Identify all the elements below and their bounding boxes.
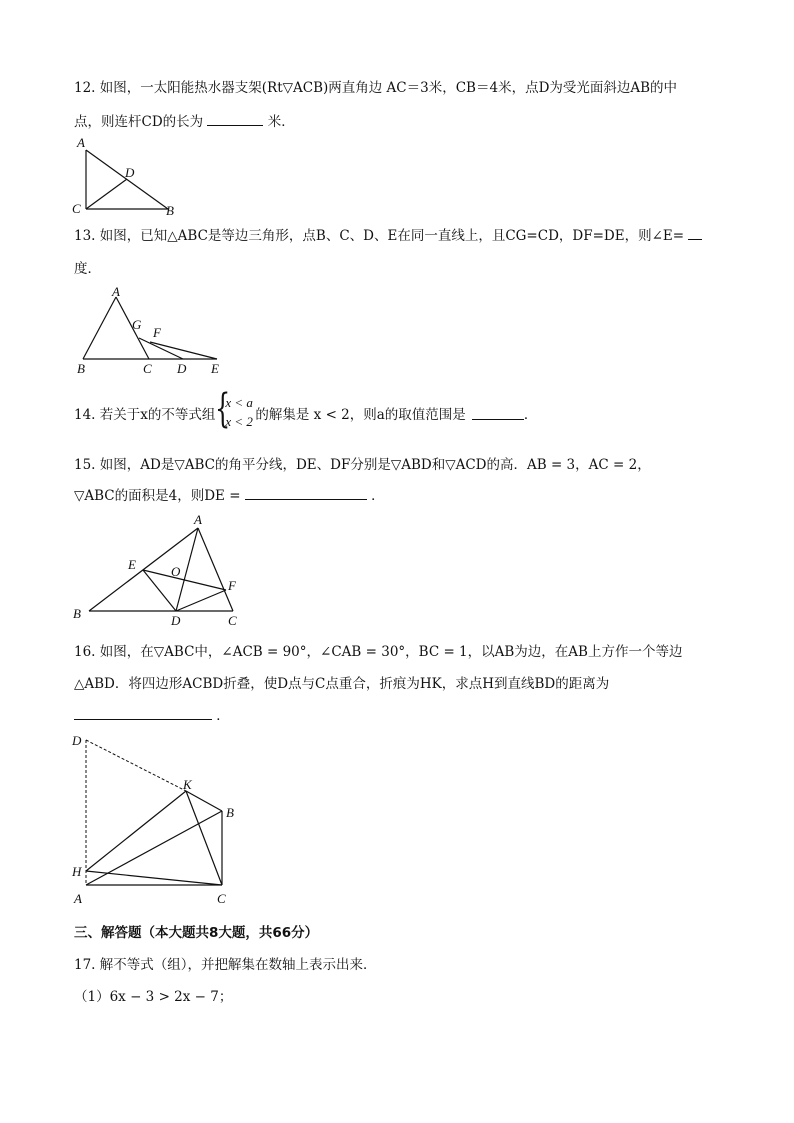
q13-figure [70, 282, 230, 377]
q17-line2: （1）6x − 3 > 2x − 7； [74, 989, 233, 1005]
q16-label-c: C [217, 891, 226, 906]
q15-seg-ac [198, 528, 233, 611]
q16-answer-blank[interactable] [74, 707, 212, 720]
q15-answer-blank[interactable] [245, 487, 367, 500]
q12-seg-cd [86, 179, 127, 209]
q13-line1 [74, 224, 702, 244]
q13-label-g: G [132, 317, 142, 332]
q15-line2-end: ． [371, 488, 385, 504]
q15-figure [70, 510, 250, 630]
q13-label-a: A [112, 284, 120, 299]
q13-label-c: C [143, 361, 152, 376]
q16-seg-kb [186, 791, 222, 811]
q15-seg-ef [143, 570, 226, 590]
q13-label-e: E [211, 361, 219, 376]
q12-line2-end: 米． [267, 114, 295, 130]
q15-line2-text: ▽ABC的面积是4，则DE = [74, 488, 241, 504]
q15-label-o: O [171, 564, 181, 579]
q15-label-f: F [228, 578, 236, 593]
q15-seg-ba [89, 528, 198, 611]
q16-line1: 16. 如图，在▽ABC中，∠ACB = 90°，∠CAB = 30°，BC = 1，以AB为边，在AB上方作一个等边 [74, 644, 683, 660]
q15-line1: 15. 如图，AD是▽ABC的角平分线，DE、DF分别是▽ABD和▽ACD的高．AB = 3，AC = 2， [74, 457, 651, 473]
q16-seg-dk [86, 740, 186, 791]
q13-seg-ab [83, 297, 116, 359]
q16-line3 [74, 704, 230, 724]
q14-answer-blank[interactable] [472, 407, 524, 420]
q15-label-e: E [128, 557, 136, 572]
q13-label-b: B [77, 361, 85, 376]
q12-figure [70, 135, 190, 220]
q16-seg-kc [186, 791, 222, 885]
q16-seg-hk [86, 791, 186, 871]
q14-pre: 14. 若关于x的不等式组 [74, 407, 216, 423]
q15-line2 [74, 484, 385, 504]
q13-line2: 度． [74, 261, 101, 277]
q14-row2: x < 2 [225, 414, 253, 429]
q12-label-b: B [166, 203, 174, 218]
q16-seg-hc [86, 871, 222, 885]
q16-line3-end: ． [216, 708, 230, 724]
q12-line2-text: 点，则连杆CD的长为 [74, 114, 204, 130]
q15-seg-df [176, 590, 226, 611]
q17-line1: 17. 解不等式（组），并把解集在数轴上表示出来． [74, 957, 377, 973]
q14-row1: x < a [225, 395, 253, 410]
q16-label-k: K [183, 777, 192, 792]
q16-seg-ab [86, 811, 222, 885]
q16-label-b: B [226, 805, 234, 820]
section-3-heading: 三、解答题（本大题共8大题，共66分） [74, 925, 319, 941]
q12-label-c: C [72, 201, 81, 216]
q13-label-d: D [177, 361, 187, 376]
q13-line1-text: 13. 如图，已知△ABC是等边三角形，点B、C、D、E在同一直线上，且CG=CD，DF=DE，则∠E= [74, 228, 685, 244]
q16-line2: △ABD．将四边形ACBD折叠，使D点与C点重合，折痕为HK，求点H到直线BD的距离为 [74, 676, 610, 692]
q16-label-a: A [74, 891, 82, 906]
q12-label-a: A [77, 135, 85, 150]
q16-label-d: D [72, 733, 82, 748]
q16-figure [66, 728, 256, 913]
q15-label-b: B [73, 606, 81, 621]
q16-label-h: H [72, 864, 82, 879]
q15-label-d: D [171, 613, 181, 628]
q14-line [74, 386, 538, 432]
q15-label-c: C [228, 613, 237, 628]
q12-line1: 12. 如图，一太阳能热水器支架(Rt▽ACB)两直角边 AC＝3米，CB＝4米，点D为受光面斜边AB的中 [74, 80, 678, 96]
q14-inequality-system [215, 386, 255, 432]
q13-answer-blank[interactable] [688, 227, 702, 240]
q14-post: 的解集是 x < 2，则a的取值范围是 [255, 407, 466, 423]
q15-label-a: A [194, 512, 202, 527]
q12-answer-blank[interactable] [207, 113, 263, 126]
q13-seg-fe [150, 342, 217, 359]
q14-end: ． [523, 407, 538, 423]
q13-label-f: F [153, 325, 161, 340]
q12-line2 [74, 110, 295, 130]
q12-label-d: D [125, 165, 135, 180]
q14-brace: { [215, 386, 231, 432]
